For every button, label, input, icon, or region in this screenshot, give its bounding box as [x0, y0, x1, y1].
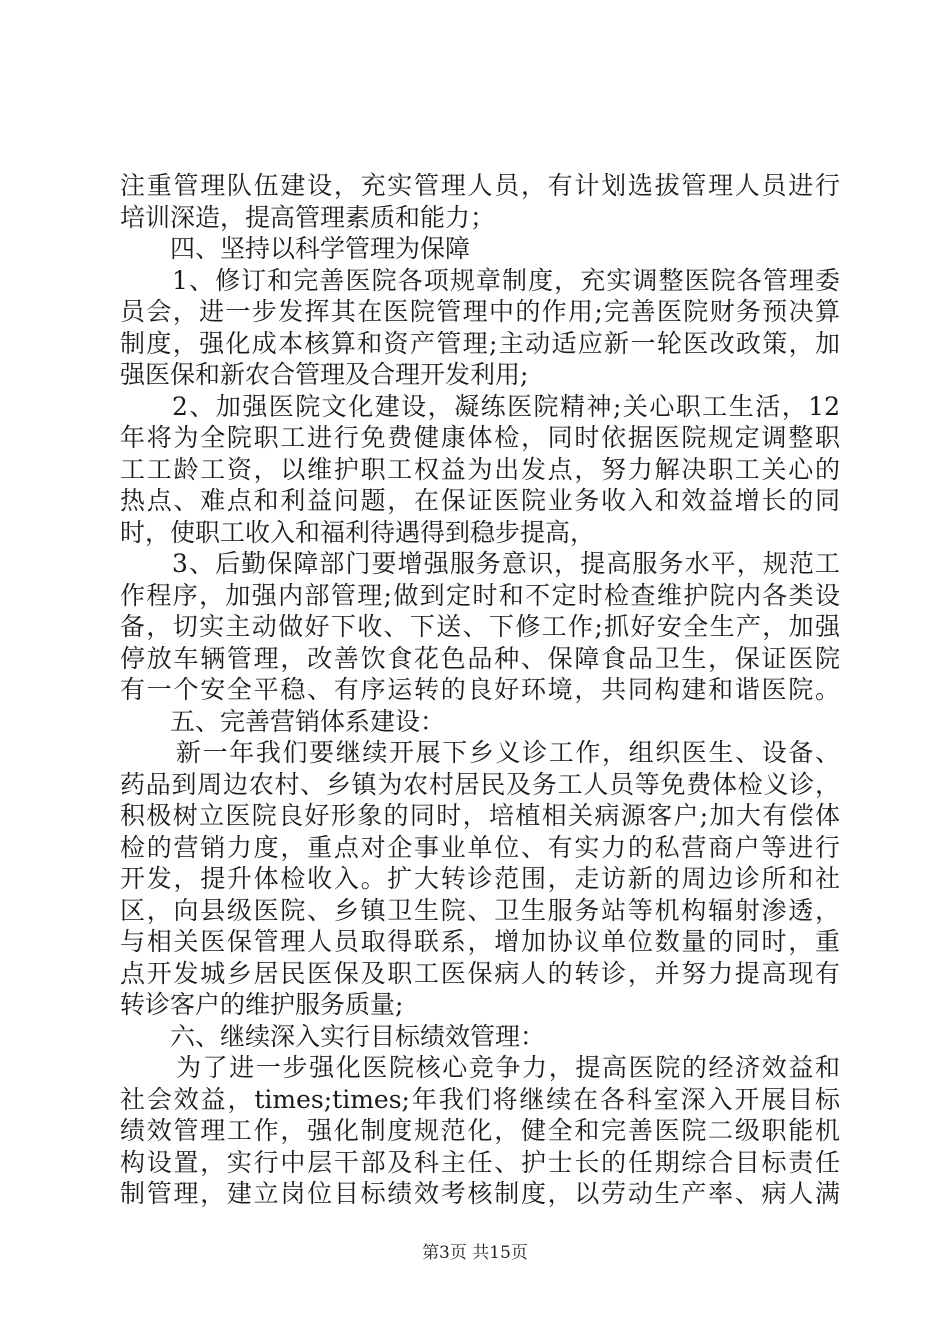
text-line: 时，使职工收入和福利待遇得到稳步提高， [120, 517, 596, 547]
text-line: 药品到周边农村、乡镇为农村居民及务工人员等免费体检义诊， [120, 769, 840, 799]
text-line: 构设置，实行中层干部及科主任、护士长的任期综合目标责任 [120, 1147, 840, 1177]
text-line: 3、后勤保障部门要增强服务意识，提高服务水平，规范工 [172, 549, 840, 578]
text-line: 开发，提升体检收入。扩大转诊范围，走访新的周边诊所和社 [120, 864, 840, 893]
section-heading: 五、完善营销体系建设： [170, 706, 446, 736]
text-line: 社会效益，times;times;年我们将继续在各科室深入开展目标 [120, 1084, 840, 1114]
text-line: 强医保和新农合管理及合理开发利用; [120, 360, 529, 389]
text-line: 新一年我们要继续开展下乡义诊工作，组织医生、设备、 [176, 738, 840, 767]
text-line: 制度，强化成本核算和资产管理;主动适应新一轮医改政策，加 [120, 328, 840, 358]
text-line: 积极树立医院良好形象的同时，培植相关病源客户;加大有偿体 [120, 801, 840, 830]
text-line: 停放车辆管理，改善饮食花色品种、保障食品卫生，保证医院 [120, 643, 840, 673]
text-line: 1、修订和完善医院各项规章制度，充实调整医院各管理委 [172, 265, 840, 295]
text-line: 工工龄工资，以维护职工权益为出发点，努力解决职工关心的 [120, 454, 840, 484]
text-line: 年将为全院职工进行免费健康体检，同时依据医院规定调整职 [120, 423, 840, 452]
text-line: 绩效管理工作，强化制度规范化，健全和完善医院二级职能机 [120, 1116, 840, 1145]
text-line: 注重管理队伍建设，充实管理人员，有计划选拔管理人员进行 [120, 171, 840, 200]
text-line: 培训深造，提高管理素质和能力； [120, 202, 496, 232]
text-line: 2、加强医院文化建设，凝练医院精神;关心职工生活，12 [172, 391, 840, 421]
text-line: 制管理，建立岗位目标绩效考核制度，以劳动生产率、病人满 [120, 1179, 840, 1208]
text-line: 热点、难点和利益问题，在保证医院业务收入和效益增长的同 [120, 486, 840, 515]
text-line: 有一个安全平稳、有序运转的良好环境，共同构建和谐医院。 [120, 675, 840, 704]
section-heading: 四、坚持以科学管理为保障 [170, 234, 471, 263]
section-heading: 六、继续深入实行目标绩效管理： [170, 1021, 546, 1051]
text-line: 点开发城乡居民医保及职工医保病人的转诊，并努力提高现有 [120, 958, 840, 988]
text-line: 区，向县级医院、乡镇卫生院、卫生服务站等机构辐射渗透， [120, 895, 840, 925]
page-number-footer: 第3页 共15页 [422, 1243, 528, 1263]
text-line: 作程序，加强内部管理;做到定时和不定时检查维护院内各类设 [120, 580, 840, 610]
text-line: 员会，进一步发挥其在医院管理中的作用;完善医院财务预决算 [120, 297, 840, 326]
document-body [120, 170, 840, 1210]
text-line: 备，切实主动做好下收、下送、下修工作;抓好安全生产，加强 [120, 612, 840, 641]
text-line: 与相关医保管理人员取得联系，增加协议单位数量的同时，重 [120, 927, 840, 956]
text-line: 为了进一步强化医院核心竞争力，提高医院的经济效益和 [176, 1053, 840, 1082]
text-line: 转诊客户的维护服务质量; [120, 990, 404, 1019]
text-line: 检的营销力度，重点对企事业单位、有实力的私营商户等进行 [120, 832, 840, 862]
